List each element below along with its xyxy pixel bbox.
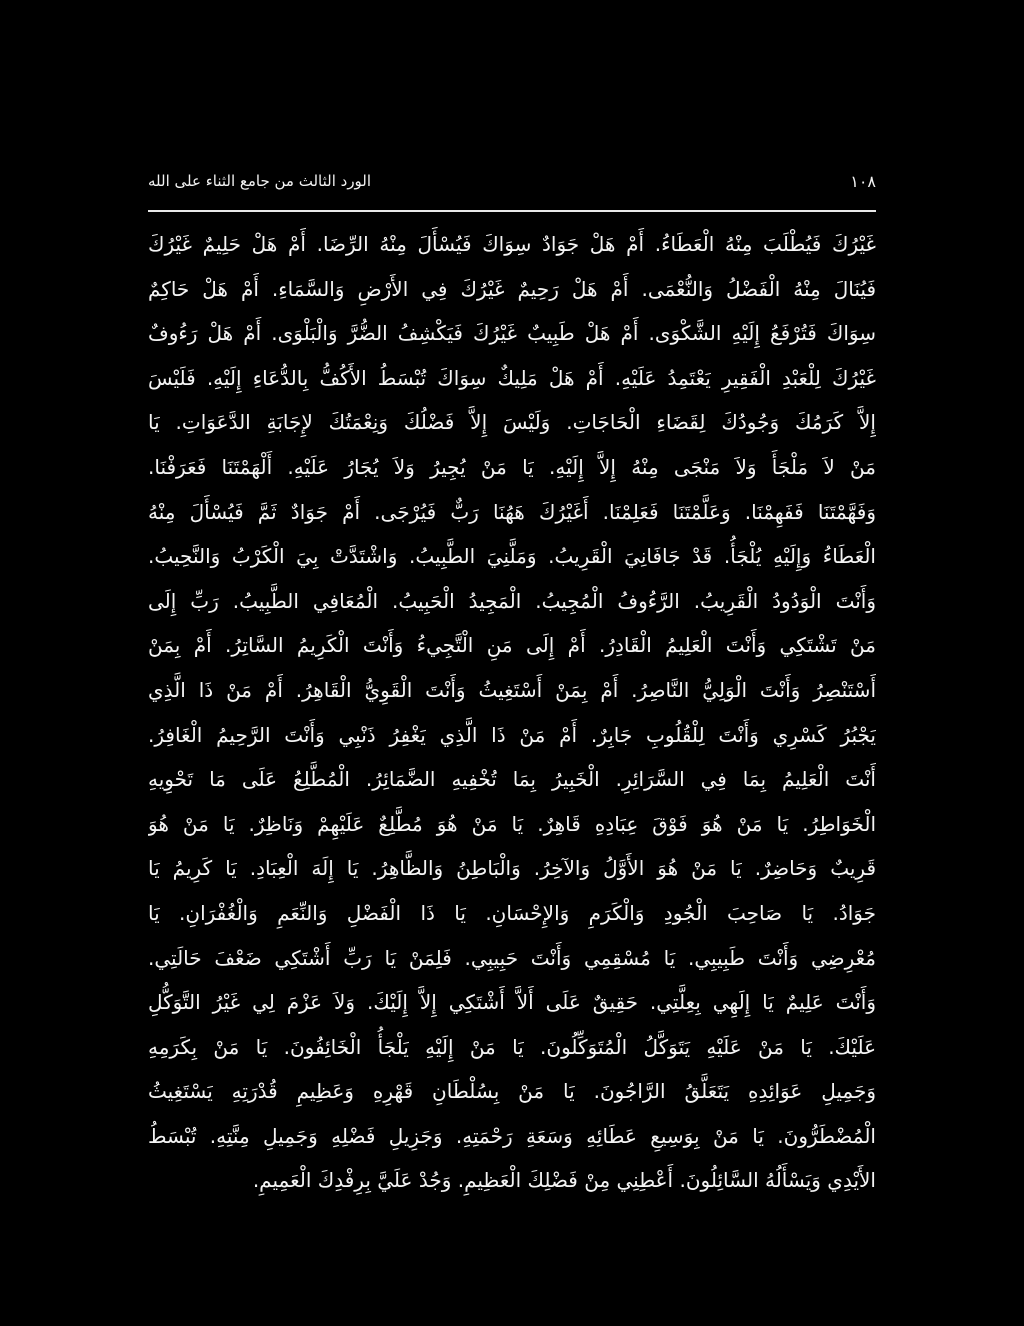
text-line: مُعْرِضِي وَأَنْتَ طَبِيبِي. يَا مُسْقِمِي وَأَنْتَ حَبِيبِي. فَلِمَنْ يَا رَبِّ أَشْتَكِي ضَعْفَ حَالَتِي. bbox=[148, 945, 876, 970]
text-line: مَنْ لاَ مَلْجَأَ وَلاَ مَنْجَى مِنْهُ إِلاَّ إِلَيْهِ. يَا مَنْ يُجِيرُ وَلاَ يُجَارُ عَلَيْهِ. أَلْهَمْتَنَا فَعَرَفْنَا. bbox=[148, 454, 876, 479]
header-rule bbox=[148, 210, 876, 212]
text-line: أَسْتَنْصِرُ وَأَنْتَ الْوَلِيُّ النَّاصِرُ. أَمْ بِمَنْ أَسْتَغِيثُ وَأَنْتَ الْقَوِيُّ الْقَاهِرُ. أَمْ مَنْ ذَا الَّذِي bbox=[148, 677, 876, 702]
text-line: وَفَهَّمْتَنَا فَفَهِمْنَا. وَعَلَّمْتَنَا فَعَلِمْنَا. أَغَيْرُكَ هَهُنَا رَبٌّ فَيُرْجَى. أَمْ جَوَادٌ ثَمَّ فَيُسْأَلَ مِنْهُ bbox=[148, 499, 876, 524]
text-line: الْعَطَاءُ وَإِلَيْهِ يُلْجَأُ. قَدْ جَافَانِيَ الْقَرِيبُ. وَمَلَّنِيَ الطَّبِيبُ. وَاشْتَدَّتْ بِيَ الْكَرْبُ وَالنَّحِيبُ. bbox=[148, 544, 876, 569]
text-line: يَجْبُرُ كَسْرِي وَأَنْتَ لِلْقُلُوبِ جَابِرٌ. أَمْ مَنْ ذَا الَّذِي يَغْفِرُ ذَنْبِي وَأَنْتَ الرَّحِيمُ الْغَافِرُ. bbox=[148, 722, 876, 747]
text-line: جَوَادُ. يَا صَاحِبَ الْجُودِ وَالْكَرَمِ وَالإِحْسَانِ. يَا ذَا الْفَضْلِ وَالنِّعَمِ وَالْغُفْرَانِ. يَا bbox=[148, 900, 876, 925]
text-line: غَيْرُكَ فَيُطْلَبَ مِنْهُ الْعَطَاءُ. أَمْ هَلْ جَوَادٌ سِوَاكَ فَيُسْأَلَ مِنْهُ الرِّضَا. أَمْ هَلْ حَلِيمٌ غَيْرُكَ bbox=[148, 232, 876, 256]
text-line: الْخَوَاطِرُ. يَا مَنْ هُوَ فَوْقَ عِبَادِهِ قَاهِرٌ. يَا مَنْ هُوَ مُطَّلِعٌ عَلَيْهِمْ وَنَاظِرٌ. يَا مَنْ هُوَ bbox=[148, 811, 876, 836]
text-line: فَيُنَالَ مِنْهُ الْفَضْلُ وَالنُّعْمَى. أَمْ هَلْ رَحِيمٌ غَيْرُكَ فِي الأَرْضِ وَالسَّمَاءِ. أَمْ هَلْ حَاكِمٌ bbox=[148, 276, 876, 301]
page-number: ١٠٨ bbox=[850, 172, 876, 191]
text-line: إِلاَّ كَرَمُكَ وَجُودُكَ لِقَضَاءِ الْحَاجَاتِ. وَلَيْسَ إِلاَّ فَضْلُكَ وَنِعْمَتُكَ لإِجَابَةِ الدَّعَوَاتِ. يَا bbox=[148, 410, 876, 435]
text-line: الأَيْدِي وَيَسْأَلُهُ السَّائِلُونَ. أَعْطِنِي مِنْ فَضْلِكَ الْعَظِيمِ. وَجُدْ عَلَيَّ بِرِفْدِكَ الْعَمِيمِ. bbox=[252, 1168, 876, 1193]
text-line: وَأَنْتَ عَلِيمٌ يَا إِلَهِي بِعِلَّتِي. حَقِيقٌ عَلَى أَلاَّ أَشْتَكِي إِلاَّ إِلَيْكَ. وَلاَ عَزْمَ لِي غَيْرُ التَّوَكُّلِ bbox=[148, 990, 876, 1015]
text-line: قَرِيبٌ وَحَاضِرٌ. يَا مَنْ هُوَ الأَوَّلُ وَالآخِرُ. وَالْبَاطِنُ وَالظَّاهِرُ. يَا إِلَهَ الْعِبَادِ. يَا كَرِيمُ يَا bbox=[148, 856, 876, 881]
text-line: سِوَاكَ فَتُرْفَعُ إِلَيْهِ الشَّكْوَى. أَمْ هَلْ طَبِيبٌ غَيْرُكَ فَيَكْشِفُ الضُّرَّ وَالْبَلْوَى. أَمْ هَلْ رَءُوفٌ bbox=[148, 321, 876, 346]
body-text bbox=[148, 222, 876, 1203]
running-title: الورد الثالث من جامع الثناء على الله bbox=[148, 172, 372, 190]
text-line: مَنْ تَشْتَكِي وَأَنْتَ الْعَلِيمُ الْقَادِرُ. أَمْ إِلَى مَنِ الْتَّجِيءُ وَأَنْتَ الْكَرِيمُ السَّاتِرُ. أَمْ بِمَنْ bbox=[148, 633, 876, 658]
text-line: الْمُضْطَرُّونَ. يَا مَنْ بِوَسِيعِ عَطَائِهِ وَسَعَةِ رَحْمَتِهِ. وَجَزِيلِ فَضْلِهِ وَجَمِيلِ مِنَّتِهِ. تُبْسَطُ bbox=[148, 1123, 876, 1148]
text-line: أَنْتَ الْعَلِيمُ بِمَا فِي السَّرَائِرِ. الْخَبِيرُ بِمَا تُخْفِيهِ الضَّمَائِرُ. الْمُطَّلِعُ عَلَى مَا تَحْوِيهِ bbox=[148, 767, 876, 792]
text-line: عَلَيْكَ. يَا مَنْ عَلَيْهِ يَتَوَكَّلُ الْمُتَوَكِّلُونَ. يَا مَنْ إِلَيْهِ يَلْجَأُ الْخَائِفُونَ. يَا مَنْ بِكَرَمِهِ bbox=[148, 1034, 876, 1059]
text-line: وَجَمِيلِ عَوَائِدِهِ يَتَعَلَّقُ الرَّاجُونَ. يَا مَنْ بِسُلْطَانِ قَهْرِهِ وَعَظِيمِ قُدْرَتِهِ يَسْتَغِيثُ bbox=[148, 1079, 876, 1104]
page-header bbox=[148, 170, 876, 204]
text-line: وَأَنْتَ الْوَدُودُ الْقَرِيبُ. الرَّءُوفُ الْمُجِيبُ. الْمَجِيدُ الْحَبِيبُ. الْمُعَافِي الطَّبِيبُ. رَبِّ إِلَى bbox=[148, 588, 876, 613]
text-line: غَيْرُكَ لِلْعَبْدِ الْفَقِيرِ يَعْتَمِدُ عَلَيْهِ. أَمْ هَلْ مَلِيكٌ سِوَاكَ تُبْسَطُ الأَكُفُّ بِالدُّعَاءِ إِلَيْهِ. فَلَيْسَ bbox=[148, 365, 876, 390]
